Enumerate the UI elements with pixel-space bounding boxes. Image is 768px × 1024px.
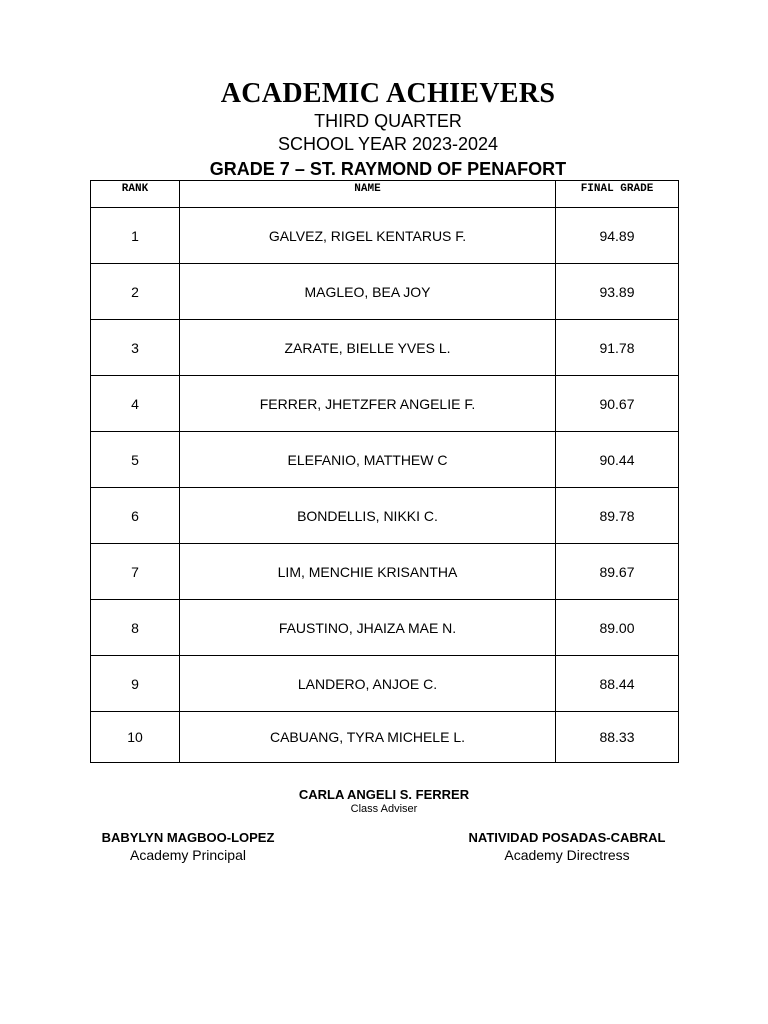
rank-cell: 9: [91, 656, 180, 712]
name-cell: ELEFANIO, MATTHEW C: [180, 432, 556, 488]
rank-cell: 1: [91, 208, 180, 264]
name-cell: MAGLEO, BEA JOY: [180, 264, 556, 320]
rank-cell: 5: [91, 432, 180, 488]
grade-cell: 89.00: [556, 600, 679, 656]
directress-name: NATIVIDAD POSADAS-CABRAL: [468, 830, 666, 845]
grade-cell: 93.89: [556, 264, 679, 320]
rank-cell: 3: [91, 320, 180, 376]
adviser-signature-block: [234, 787, 534, 815]
table-row: [91, 376, 679, 432]
name-cell: GALVEZ, RIGEL KENTARUS F.: [180, 208, 556, 264]
header-rank: RANK: [91, 181, 180, 208]
table-row: [91, 208, 679, 264]
rank-cell: 4: [91, 376, 180, 432]
section-heading: GRADE 7 – ST. RAYMOND OF PENAFORT: [209, 159, 567, 179]
table-row: [91, 712, 679, 763]
name-cell: CABUANG, TYRA MICHELE L.: [180, 712, 556, 763]
adviser-role: Class Adviser: [350, 803, 418, 815]
table-row: [91, 264, 679, 320]
table-row: [91, 320, 679, 376]
table-row: [91, 656, 679, 712]
grade-cell: 88.44: [556, 656, 679, 712]
rank-cell: 6: [91, 488, 180, 544]
rank-cell: 2: [91, 264, 180, 320]
table-row: [91, 432, 679, 488]
table-header-row: [91, 181, 679, 208]
grade-cell: 90.67: [556, 376, 679, 432]
table-row: [91, 488, 679, 544]
header-final-grade: FINAL GRADE: [556, 181, 679, 208]
grade-cell: 89.67: [556, 544, 679, 600]
principal-role: Academy Principal: [130, 847, 246, 863]
rank-cell: 10: [91, 712, 180, 763]
name-cell: LANDERO, ANJOE C.: [180, 656, 556, 712]
adviser-name: CARLA ANGELI S. FERRER: [298, 787, 470, 802]
name-cell: ZARATE, BIELLE YVES L.: [180, 320, 556, 376]
header-name: NAME: [180, 181, 556, 208]
name-cell: BONDELLIS, NIKKI C.: [180, 488, 556, 544]
directress-role: Academy Directress: [504, 847, 630, 863]
grade-cell: 88.33: [556, 712, 679, 763]
directress-signature-block: [451, 830, 683, 863]
principal-name: BABYLYN MAGBOO-LOPEZ: [101, 830, 275, 845]
achievers-table: [90, 180, 679, 763]
rank-cell: 8: [91, 600, 180, 656]
grade-cell: 91.78: [556, 320, 679, 376]
table-row: [91, 600, 679, 656]
principal-signature-block: [78, 830, 298, 863]
school-year-subtitle: SCHOOL YEAR 2023-2024: [277, 134, 499, 154]
name-cell: LIM, MENCHIE KRISANTHA: [180, 544, 556, 600]
grade-cell: 90.44: [556, 432, 679, 488]
quarter-subtitle: THIRD QUARTER: [314, 111, 462, 131]
name-cell: FAUSTINO, JHAIZA MAE N.: [180, 600, 556, 656]
name-cell: FERRER, JHETZFER ANGELIE F.: [180, 376, 556, 432]
grade-cell: 89.78: [556, 488, 679, 544]
table-row: [91, 544, 679, 600]
page-title: ACADEMIC ACHIEVERS: [220, 78, 556, 109]
grade-cell: 94.89: [556, 208, 679, 264]
rank-cell: 7: [91, 544, 180, 600]
